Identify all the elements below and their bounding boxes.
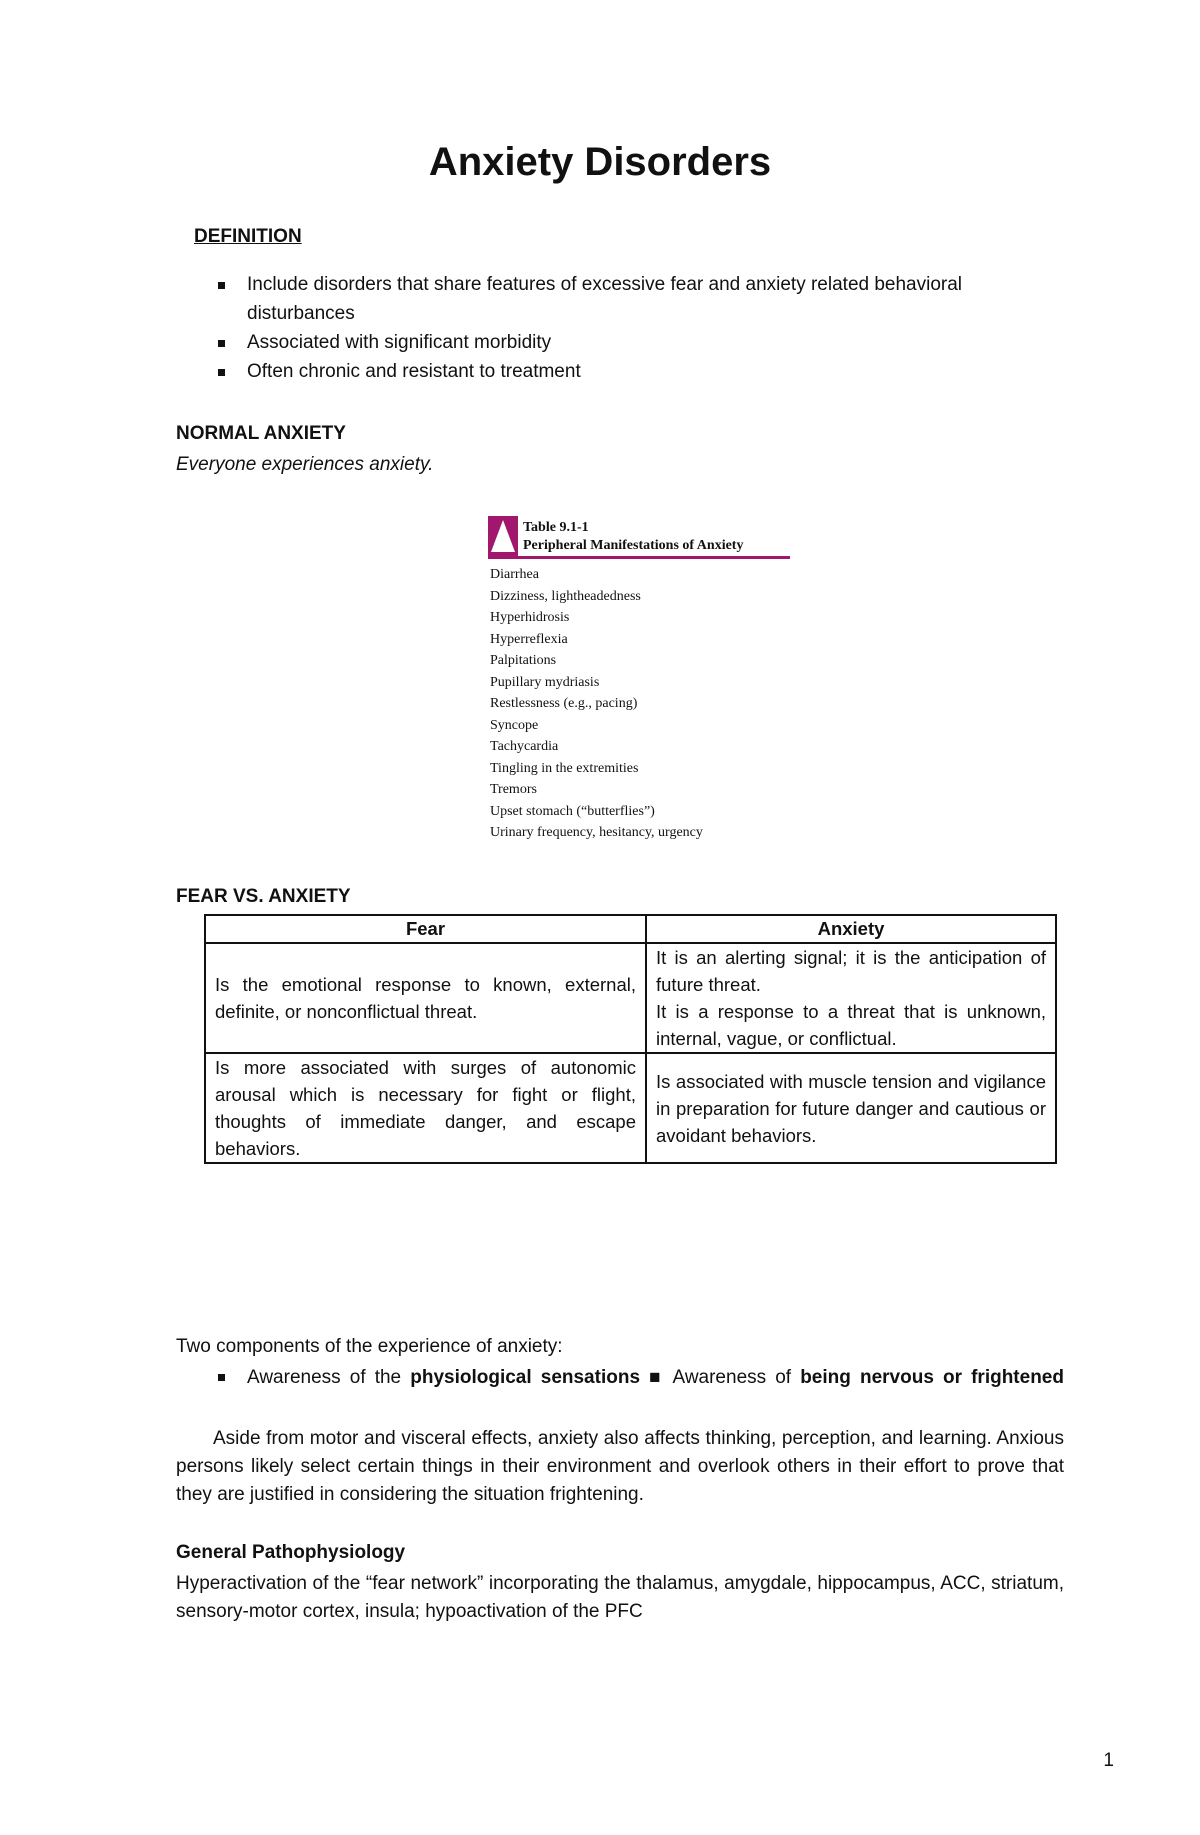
list-item: Tingling in the extremities — [490, 760, 639, 776]
list-item: Restlessness (e.g., pacing) — [490, 696, 638, 711]
triangle-icon — [488, 516, 518, 556]
page-title: Anxiety Disorders — [428, 140, 772, 184]
list-item: Palpitations — [490, 653, 557, 668]
fear-cell: Is more associated with surges of autonomic arousal which is necessary for fight or flight, thoughts of immediate danger, and escape behaviors. — [205, 1053, 646, 1163]
anxiety-cell-text: It is a response to a threat that is unknown, internal, vague, or conflictual. — [656, 1001, 1046, 1049]
list-item-bold: being nervous or frightened — [800, 1367, 1064, 1388]
table-title-underline — [488, 556, 790, 559]
list-item: Urinary frequency, hesitancy, urgency — [490, 825, 703, 840]
list-item-text: Associated with significant morbidity — [247, 332, 552, 353]
table-header-row — [205, 915, 1056, 943]
list-item: Dizziness, lightheadedness — [490, 588, 641, 604]
list-item: Diarrhea — [490, 567, 539, 582]
definition-list — [0, 270, 1067, 386]
peripheral-manifestations-table-image — [488, 514, 793, 848]
anxiety-cell — [646, 943, 1056, 1053]
list-item-bold: physiological sensations — [410, 1367, 641, 1388]
column-header-anxiety: Anxiety — [646, 915, 1056, 943]
anxiety-cell: Is associated with muscle tension and vigilance in preparation for future danger and cautious or avoidant behaviors. — [646, 1053, 1056, 1163]
list-item — [0, 270, 1067, 328]
anxiety-cell-text: It is an alerting signal; it is the anticipation of future threat. — [656, 947, 1046, 995]
list-item: Hyperreflexia — [490, 631, 568, 647]
manifestations-list — [490, 564, 703, 844]
list-item: Hyperhidrosis — [490, 610, 570, 625]
page-number: 1 — [1103, 1750, 1114, 1771]
list-item — [0, 1362, 1064, 1393]
list-item-text: Include disorders that share features of excessive fear and anxiety related behavioral disturbances — [247, 274, 963, 324]
table-row — [205, 1053, 1056, 1163]
components-intro: Two components of the experience of anxiety: — [176, 1336, 563, 1357]
list-item: Pupillary mydriasis — [490, 674, 600, 690]
list-item-text: ■ Awareness of — [640, 1367, 801, 1388]
list-item-text: Often chronic and resistant to treatment — [247, 361, 581, 382]
pathophysiology-heading: General Pathophysiology — [176, 1542, 406, 1563]
list-item — [0, 357, 1067, 386]
table-row — [205, 943, 1056, 1053]
list-item: Tachycardia — [490, 739, 559, 754]
list-item-text: Awareness of the — [247, 1367, 411, 1388]
fear-vs-anxiety-table — [204, 914, 1057, 1164]
list-item: Syncope — [490, 717, 539, 733]
column-header-fear: Fear — [205, 915, 646, 943]
bullet-icon — [218, 369, 225, 376]
fear-cell: Is the emotional response to known, external, definite, or nonconflictual threat. — [205, 943, 646, 1053]
table-title: Peripheral Manifestations of Anxiety — [523, 538, 744, 553]
bullet-icon — [218, 282, 225, 289]
pathophysiology-text: Hyperactivation of the “fear network” incorporating the thalamus, amygdale, hippocampus, ACC, striatum, sensory-motor cortex, insula; hypoactivation of the PFC — [176, 1573, 1064, 1622]
fear-vs-anxiety-heading: FEAR VS. ANXIETY — [176, 886, 351, 907]
normal-anxiety-text: Everyone experiences anxiety. — [176, 454, 434, 475]
bullet-icon — [218, 1374, 225, 1381]
normal-anxiety-heading: NORMAL ANXIETY — [176, 423, 346, 444]
components-list — [0, 1362, 1064, 1393]
bullet-icon — [218, 340, 225, 347]
definition-heading: DEFINITION — [194, 226, 302, 247]
list-item — [0, 328, 1067, 357]
components-paragraph: Aside from motor and visceral effects, anxiety also affects thinking, perception, and learning. Anxious persons likely select certain things in their environment and overlook others in their effort to prove that they are justified in considering the situation frightening. — [176, 1428, 1064, 1505]
list-item: Tremors — [490, 782, 537, 797]
table-number: Table 9.1-1 — [523, 520, 589, 535]
list-item: Upset stomach (“butterflies”) — [490, 803, 655, 819]
